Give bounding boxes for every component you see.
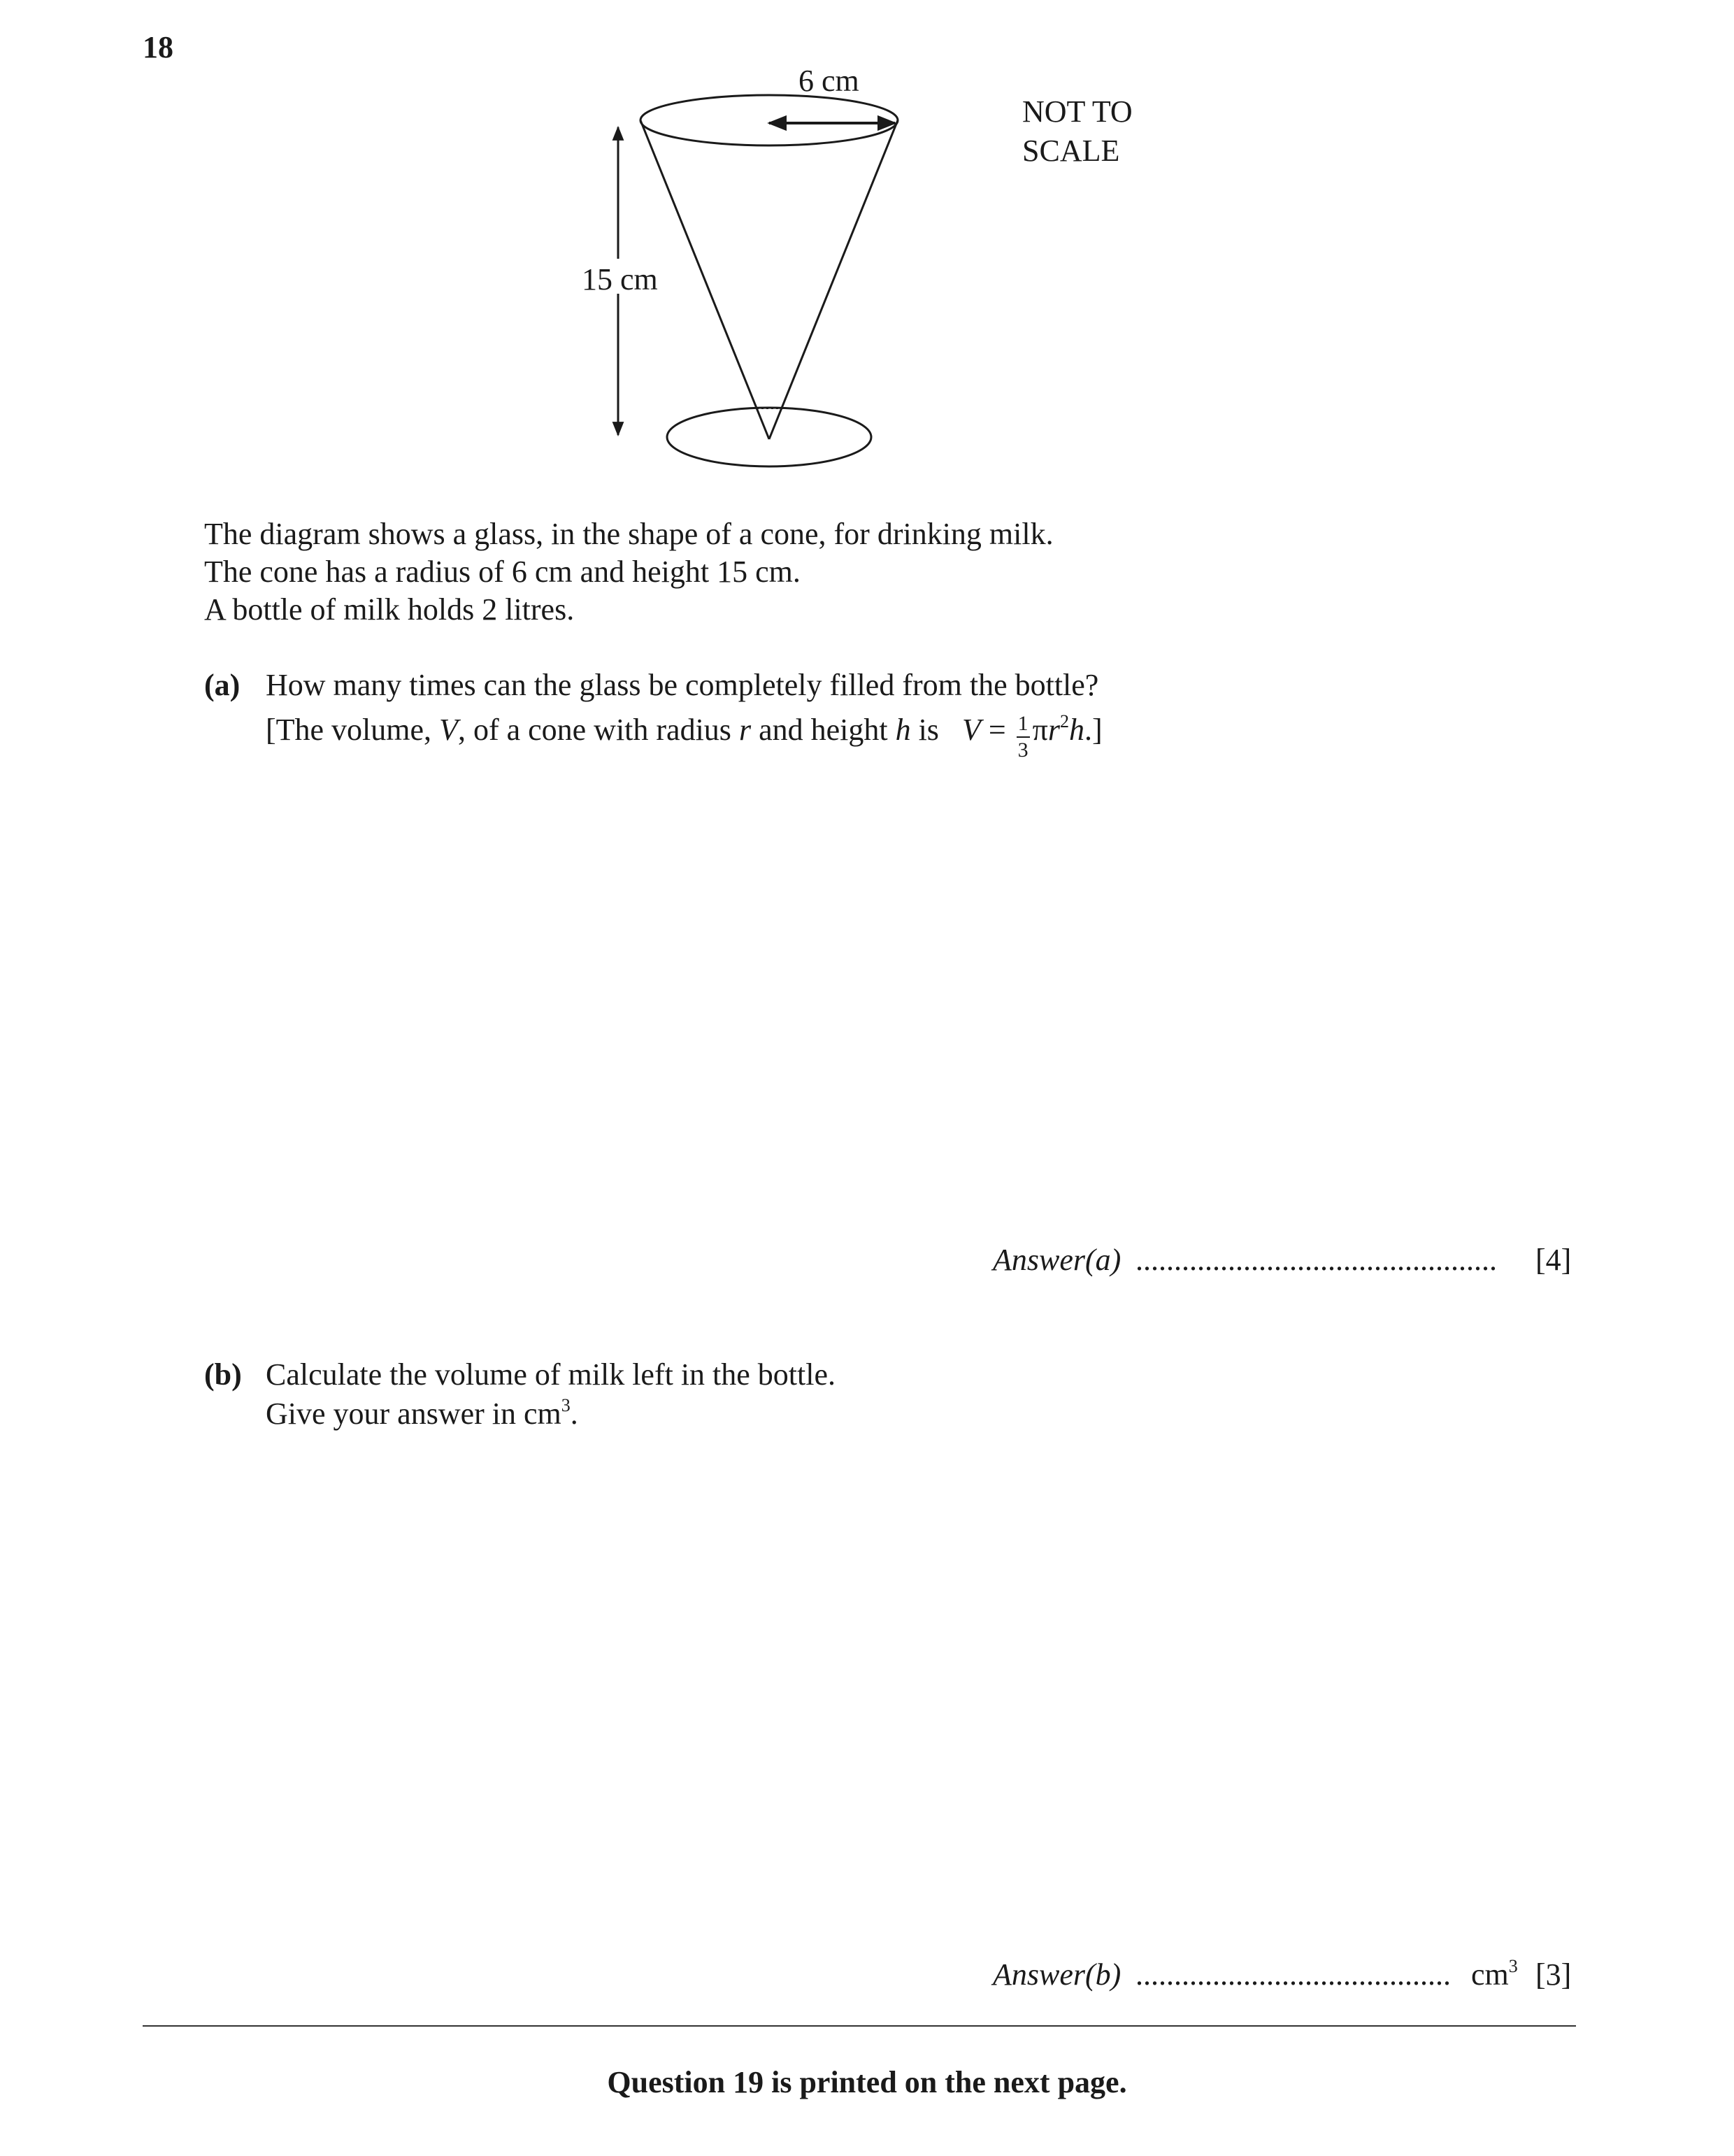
answer-a-marks: [4] [1535,1243,1572,1277]
page-number: 18 [143,30,173,64]
scale-note-line2: SCALE [1022,134,1120,168]
part-a-formula-line: [The volume, V, of a cone with radius r and height h is V = $\frac{1}{3}$ $\pi r^2h$.] [266,711,1103,762]
part-b-label: (b) [204,1357,242,1392]
formula-v: V [961,713,981,748]
intro-line-1: The diagram shows a glass, in the shape of a cone, for drinking milk. [204,517,1054,551]
cone-glass-diagram [0,0,1734,490]
radius-label: 6 cm [798,64,859,98]
cone-right-side [769,120,898,439]
answer-a-field[interactable]: ............................................... [1135,1243,1497,1277]
answer-b-label: Answer(b) [993,1957,1122,1992]
formula-fraction: $\frac{1}{3}$ [1017,712,1029,762]
intro-line-2: The cone has a radius of 6 cm and height 15 cm. [204,555,801,589]
cone-left-side [640,120,769,439]
part-b-line-1: Calculate the volume of milk left in the bottle. [266,1357,836,1392]
footer-divider [143,2025,1576,2027]
answer-b-unit: $cm^3$ [1471,1956,1518,1992]
part-b-line-2: Give your answer in $cm^3$. [266,1395,578,1431]
answer-b-field[interactable]: ......................................... [1135,1957,1451,1992]
part-a-label: (a) [204,668,241,702]
answer-b-marks: [3] [1535,1957,1572,1992]
cone-rim-ellipse [640,95,898,145]
scale-note-line1: NOT TO [1022,94,1133,129]
answer-a-label: Answer(a) [993,1243,1122,1277]
height-label: 15 cm [582,262,658,297]
intro-line-3: A bottle of milk holds 2 litres. [204,592,575,627]
footer-note: Question 19 is printed on the next page. [607,2065,1127,2099]
part-a-question: How many times can the glass be completely filled from the bottle? [266,668,1099,702]
